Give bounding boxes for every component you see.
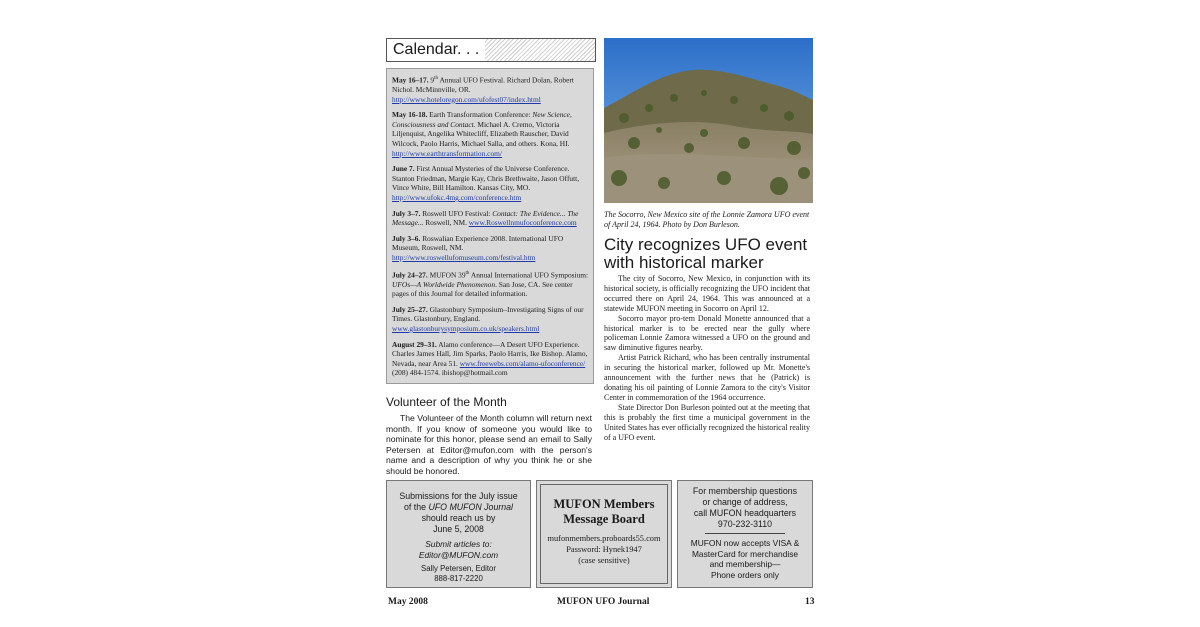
board-password: Password: Hynek1947 <box>566 545 642 554</box>
membership-line: MasterCard for merchandise <box>691 548 799 559</box>
page-number: 13 <box>805 597 815 607</box>
entry-date: May 16-18. <box>392 110 428 120</box>
article-paragraph: The city of Socorro, New Mexico, in conjunction with its historical society, is officially recognizing the UFO incident that occurred there on April 24, 1964. This was announced at a statewide MUFON meeting in Socorro on April 12. <box>604 274 810 313</box>
entry-sup: th <box>434 76 438 81</box>
board-note: (case sensitive) <box>578 556 630 565</box>
calendar-entry <box>392 209 589 228</box>
membership-box <box>677 480 813 588</box>
submissions-journal: UFO MUFON Journal <box>428 502 514 512</box>
submissions-date: June 5, 2008 <box>433 524 484 534</box>
entry-sup: th <box>465 270 470 276</box>
entry-link[interactable]: http://www.earthtransformation.com/ <box>392 148 502 158</box>
submit-email[interactable]: Editor@MUFON.com <box>418 549 499 560</box>
calendar-title: Calendar. . . <box>387 39 485 61</box>
volunteer-body: The Volunteer of the Month column will return next month. If you know of someone you would like to nominate for this honor, please send an email to Sally Petersen at Editor@mufon.com with the person's name and a description of why you think he or she should be honored. <box>386 413 592 476</box>
calendar-box <box>386 68 594 384</box>
entry-text: Annual International UFO Symposium: <box>469 270 589 280</box>
membership-line: For membership questions <box>692 486 798 496</box>
entry-text: Earth Transformation Conference: <box>427 110 533 120</box>
entry-text: Alamo conference—A Desert UFO Experience. Charles James Hall, Jim Sparks, Paolo Harris, Ike Bishop. Alamo, Nevada, near Area 51. <box>392 339 588 368</box>
membership-line: Phone orders only <box>711 569 779 580</box>
membership-line: or change of address, <box>702 497 788 507</box>
entry-tail: (208) 484-1574. ibishop@hotmail.com <box>392 368 508 378</box>
submissions-box <box>386 480 531 588</box>
board-url[interactable]: mufonmembers.proboards55.com <box>547 534 661 543</box>
entry-pre: 9 <box>430 75 435 85</box>
calendar-entry <box>392 305 589 334</box>
article-title: City recognizes UFO event with historical marker <box>604 235 808 272</box>
entry-link[interactable]: http://www.roswellufomuseum.com/festival.htm <box>392 252 536 262</box>
entry-text: Annual UFO Festival. Richard Dolan, Robert Nichol. McMinnville, OR. <box>392 75 574 95</box>
board-title2: Message Board <box>563 512 645 526</box>
volunteer-text <box>386 413 592 477</box>
entry-text: Roswalian Experience 2008. International UFO Museum, Roswell, NM. <box>392 233 564 253</box>
membership-line: MUFON now accepts VISA & <box>690 538 800 548</box>
calendar-entry <box>392 269 589 299</box>
socorro-site-photo <box>604 38 813 203</box>
entry-post: Michael A. Cremo, Victoria Liljenquist, Angelika Whitecliff, Elizabeth Rauscher, David Wilcock, Paolo Harris, Michael Salla, and others. Kona, HI. <box>392 119 570 149</box>
message-board-inner <box>540 484 668 584</box>
footer-date: May 2008 <box>388 597 428 607</box>
calendar-entry <box>392 164 589 202</box>
volunteer-title: Volunteer of the Month <box>386 395 507 409</box>
entry-italic: New Science, Consciousness and Contact. <box>392 110 572 129</box>
article-body <box>604 274 810 442</box>
entry-link[interactable]: www.freewebs.com/alamo-ufoconference/ <box>459 358 586 368</box>
entry-date: July 3–6. <box>392 233 421 243</box>
entry-post: Roswell, NM. <box>423 218 469 228</box>
entry-italic: UFOs—A Worldwide Phenomenon <box>392 279 496 289</box>
calendar-entry <box>392 340 589 378</box>
calendar-entry <box>392 110 589 158</box>
divider <box>705 533 785 534</box>
entry-date: August 29–31. <box>392 339 437 349</box>
editor-phone: 888-817-2220 <box>434 574 483 583</box>
entry-link[interactable]: http://www.ufokc.4mg.com/conference.htm <box>392 193 522 202</box>
entry-text: Roswell UFO Festival: <box>420 208 493 218</box>
entry-link[interactable]: www.Roswellnmufoconference.com <box>468 218 577 228</box>
calendar-entry <box>392 234 589 263</box>
calendar-entry <box>392 74 589 104</box>
entry-link[interactable]: www.glastonburysymposium.co.uk/speakers.html <box>392 324 540 333</box>
editor-name: Sally Petersen, Editor <box>421 564 496 573</box>
entry-date: July 3–7. <box>392 208 421 218</box>
entry-pre: MUFON 39 <box>429 270 466 280</box>
photo-caption: The Socorro, New Mexico site of the Lonnie Zamora UFO event of April 24, 1964. Photo by Don Burleson. <box>604 210 810 229</box>
entry-italic: Contact: The Evidence... The Message... <box>392 208 579 228</box>
submit-label: Submit articles to: <box>425 539 492 549</box>
entry-date: July 25–27. <box>392 304 428 314</box>
article-paragraph: Socorro mayor pro-tem Donald Monette announced that a historical marker is to be erected near the gully where policeman Lonnie Zamora witnessed a UFO on the ground and saw diminutive figures nearby. <box>604 313 810 353</box>
entry-date: May 16–17. <box>392 75 429 85</box>
membership-line: call MUFON headquarters <box>693 508 797 518</box>
article-paragraph: State Director Don Burleson pointed out at the meeting that this is probably the first time a municipal government in the United States has ever officially recognized the historical reality of a UFO event. <box>604 402 810 442</box>
article-paragraph: Artist Patrick Richard, who has been centrally instrumental in securing the historical marker, followed up Mr. Monette's announcement with the further news that he (Patrick) is donating his oil painting of Lonnie Zamora to the city's Visitor Center in commemoration of the 1964 occurrence. <box>604 353 810 402</box>
entry-text: Glastonbury Symposium–Investigating Signs of our Times. Glastonbury, England. <box>392 304 584 324</box>
footer-journal: MUFON UFO Journal <box>557 597 650 607</box>
submissions-line2: should reach us by <box>421 513 496 523</box>
membership-line: and membership— <box>709 559 781 570</box>
entry-date: July 24–27. <box>392 270 428 280</box>
message-board-box <box>536 480 672 588</box>
membership-phone: 970-232-3110 <box>717 519 773 529</box>
entry-date: June 7. <box>392 164 415 174</box>
submissions-line1: Submissions for the July issue of the <box>399 491 518 512</box>
board-title1: MUFON Members <box>553 497 655 511</box>
entry-text: First Annual Mysteries of the Universe Conference. Stanton Friedman, Margie Kay, Chris Brethwaite, Jason Offutt, Vince White, Bill Hamilton. Kansas City, MO. <box>392 164 580 193</box>
entry-post: . San Jose, CA. See center pages of this Journal for detailed information. <box>392 279 573 299</box>
entry-link[interactable]: http://www.hoteloregon.com/ufofest07/index.html <box>392 94 541 104</box>
calendar-header <box>386 38 596 62</box>
